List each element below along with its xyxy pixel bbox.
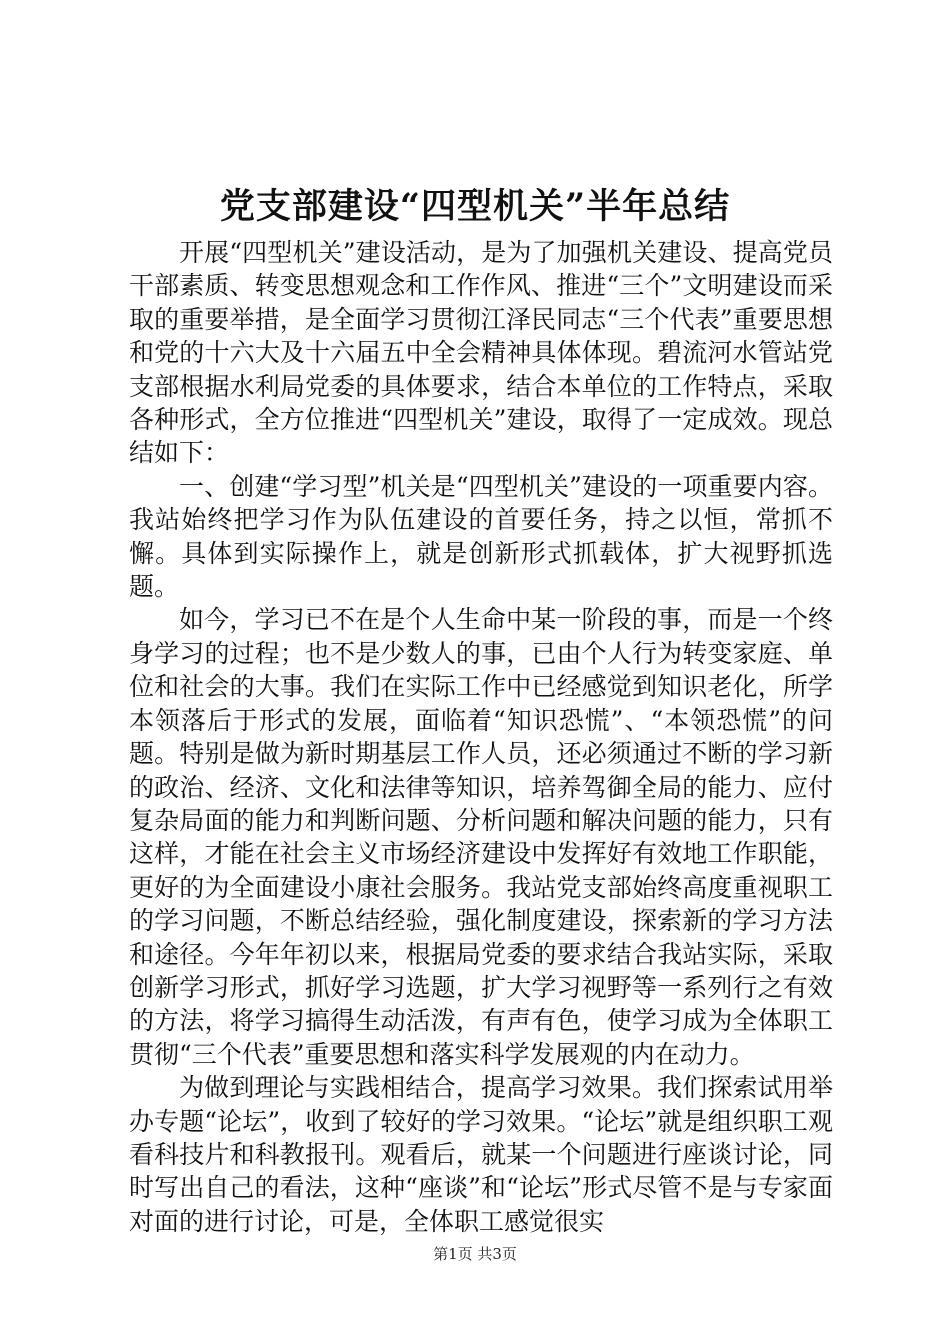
paragraph-learning: 如今，学习已不在是个人生命中某一阶段的事，而是一个终身学习的过程；也不是少数人的事，已由个人行为转变家庭、单位和社会的大事。我们在实际工作中已经感觉到知识老化，所学本领落后于形式的发展，面临着“知识恐慌”、“本领恐慌”的问题。特别是做为新时期基层工作人员，还必须通过不断的学习新的政治、经济、文化和法律等知识，培养驾御全局的能力、应付复杂局面的能力和判断问题、分析问题和解决问题的能力，只有这样，才能在社会主义市场经济建设中发挥好有效地工作职能，更好的为全面建设小康社会服务。我站党支部始终高度重视职工的学习问题，不断总结经验，强化制度建设，探索新的学习方法和途径。今年年初以来，根据局党委的要求结合我站实际，采取创新学习形式，抓好学习选题，扩大学习视野等一系列行之有效的方法，将学习搞得生动活泼，有声有色，使学习成为全体职工贯彻“三个代表”重要思想和落实科学发展观的内在动力。 [129,605,833,1069]
paragraph-intro: 开展“四型机关”建设活动，是为了加强机关建设、提高党员干部素质、转变思想观念和工作作风、推进“三个”文明建设而采取的重要举措，是全面学习贯彻江泽民同志“三个代表”重要思想和党的十六大及十六届五中全会精神具体体现。碧流河水管站党支部根据水利局党委的具体要求，结合本单位的工作特点，采取各种形式，全方位推进“四型机关”建设，取得了一定成效。现总结如下： [129,238,833,468]
document-title: 党支部建设“四型机关”半年总结 [219,186,731,227]
page-number-footer: 第1页 共3页 [433,1245,517,1263]
paragraph-section-one: 一、创建“学习型”机关是“四型机关”建设的一项重要内容。我站始终把学习作为队伍建设的首要任务，持之以恒，常抓不懈。具体到实际操作上，就是创新形式抓载体，扩大视野抓选题。 [129,471,833,602]
paragraph-forum: 为做到理论与实践相结合，提高学习效果。我们探索试用举办专题“论坛”，收到了较好的学习效果。“论坛”就是组织职工观看科技片和科教报刊。观看后，就某一个问题进行座谈讨论，同时写出自己的看法，这种“座谈”和“论坛”形式尽管不是与专家面对面的进行讨论，可是，全体职工感觉很实 [129,1073,833,1236]
document-body [129,236,833,1238]
